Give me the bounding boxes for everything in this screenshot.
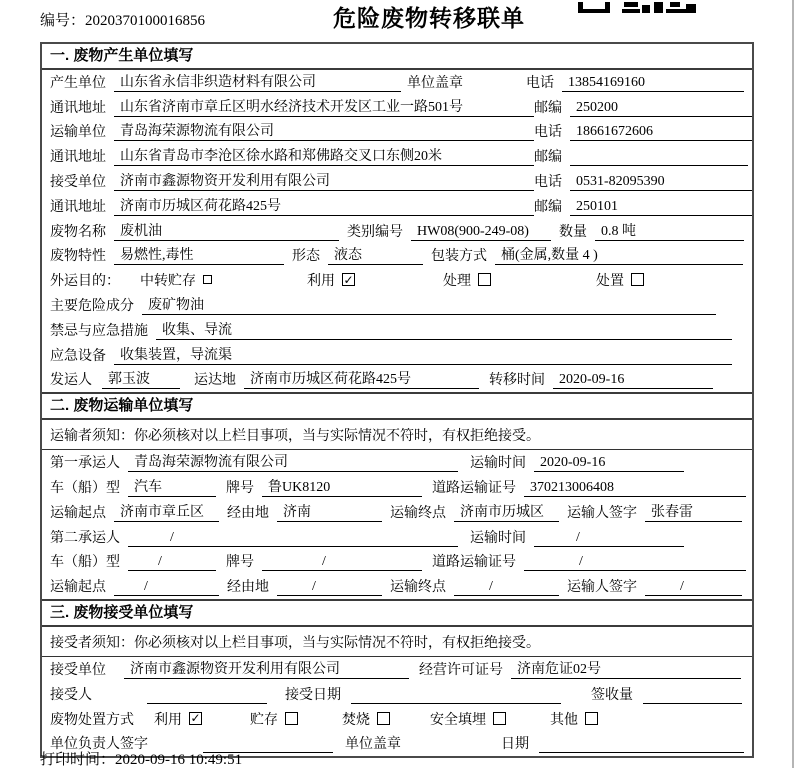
section-rows — [42, 420, 752, 599]
field-label: 主要危险成分 — [50, 298, 134, 314]
qr-code-fragment — [578, 0, 696, 18]
field-label: 废物名称 — [50, 224, 106, 240]
field-value: 青岛海荣源物流有限公司 — [114, 123, 534, 141]
field-label: 运输人签字 — [567, 580, 637, 596]
field-label: 电话 — [534, 125, 562, 141]
field-label: 第一承运人 — [50, 456, 120, 472]
blank-field — [539, 736, 744, 753]
checkbox-checked-icon: ✓ — [343, 272, 354, 287]
serial-label: 编号： — [40, 13, 86, 29]
field-label: 邮编 — [534, 100, 562, 116]
field-label: 数量 — [559, 224, 587, 240]
field-label: 运输人签字 — [567, 505, 637, 521]
checkbox-label: 焚烧 — [342, 712, 370, 728]
field-value: 收集、导流 — [156, 322, 732, 340]
field-value: / — [524, 553, 746, 571]
checkbox-label: 处理 — [443, 274, 471, 290]
field-label: 禁忌与应急措施 — [50, 323, 148, 339]
field-value: / — [534, 529, 684, 547]
checkbox-unchecked-icon — [203, 275, 212, 284]
checkbox-checked-icon: ✓ — [190, 711, 201, 726]
field-label: 废物特性 — [50, 249, 106, 265]
field-label: 接受单位 — [50, 174, 106, 190]
blank-field — [643, 687, 742, 704]
blank-field — [570, 149, 748, 166]
field-value: / — [277, 578, 382, 596]
field-value: 2020-09-16 — [553, 371, 713, 389]
field-label: 邮编 — [534, 199, 562, 215]
section-heading: 二. 废物运输单位填写 — [42, 392, 752, 420]
field-label: 单位盖章 — [407, 75, 463, 91]
field-value: 济南市鑫源物资开发利用有限公司 — [114, 173, 534, 191]
field-label: 单位负责人签字 — [50, 737, 148, 753]
field-value: 废机油 — [114, 223, 339, 241]
checkbox-unchecked-icon — [478, 273, 491, 286]
form-row — [42, 368, 752, 393]
form-row — [42, 574, 752, 599]
notice-row — [42, 420, 752, 450]
field-label: 车（船）型 — [50, 480, 120, 496]
checkbox-unchecked-icon — [285, 712, 298, 725]
field-label: 发运人 — [50, 373, 92, 389]
section-heading: 一. 废物产生单位填写 — [42, 44, 752, 70]
field-value: 液态 — [328, 247, 423, 265]
form-row — [42, 194, 752, 219]
checkbox-label: 处置 — [596, 274, 624, 290]
form-row — [42, 120, 752, 145]
field-value: 废矿物油 — [142, 297, 716, 315]
checkbox-item — [250, 709, 298, 729]
serial-value: 2020370100016856 — [85, 13, 206, 29]
form-row — [42, 550, 752, 575]
field-value: 济南 — [277, 504, 382, 522]
section-producer — [42, 44, 752, 392]
field-value: 13854169160 — [562, 74, 744, 92]
field-value: / — [128, 553, 216, 571]
field-value: 济南市历城区荷花路425号 — [114, 198, 534, 216]
field-value: 鲁UK8120 — [262, 479, 422, 497]
notice-text: 接受者须知：你必须核对以上栏目事项，当与实际情况不符时，有权拒绝接受。 — [50, 635, 540, 651]
section-rows — [42, 627, 752, 756]
field-label: 废物处置方式 — [50, 712, 134, 728]
field-label: 转移时间 — [489, 373, 545, 389]
field-label: 外运目的： — [50, 274, 120, 290]
field-value: 济南市鑫源物资开发利用有限公司 — [124, 661, 409, 679]
field-value: 济南市历城区荷花路425号 — [244, 371, 479, 389]
checkbox-unchecked-icon — [493, 712, 506, 725]
form-row — [42, 525, 752, 550]
checkbox-item — [342, 709, 390, 729]
field-label: 类别编号 — [347, 224, 403, 240]
field-label: 道路运输证号 — [432, 480, 516, 496]
field-value: 济南危证02号 — [511, 661, 741, 679]
field-value: 0.8 吨 — [595, 223, 744, 241]
field-value: 青岛海荣源物流有限公司 — [128, 454, 458, 472]
checkbox-label: 利用 — [307, 274, 335, 290]
checkbox-item — [596, 270, 644, 290]
form-row — [42, 169, 752, 194]
checkbox-unchecked-icon — [585, 712, 598, 725]
print-time-value: 2020-09-16 10:49:51 — [115, 752, 243, 768]
form-row — [42, 657, 752, 682]
checkbox-label: 贮存 — [250, 712, 278, 728]
notice-text: 运输者须知：你必须核对以上栏目事项，当与实际情况不符时，有权拒绝接受。 — [50, 428, 540, 444]
field-label: 道路运输证号 — [432, 555, 516, 571]
field-label: 单位盖章 — [345, 737, 401, 753]
checkbox-label: 其他 — [550, 712, 578, 728]
field-label: 接受单位 — [50, 662, 106, 678]
field-label: 通讯地址 — [50, 100, 106, 116]
form-header — [0, 0, 796, 42]
field-value: 250101 — [570, 198, 752, 216]
form-row — [42, 144, 752, 169]
field-label: 运输起点 — [50, 505, 106, 521]
notice-row — [42, 627, 752, 657]
serial-number — [40, 9, 205, 30]
page-edge-line — [792, 0, 794, 768]
field-value: 桶(金属,数量 4 ) — [495, 247, 743, 265]
field-label: 第二承运人 — [50, 530, 120, 546]
form-row — [42, 682, 752, 707]
field-label: 经营许可证号 — [419, 662, 503, 678]
section-transporter — [42, 392, 752, 599]
field-label: 运输终点 — [390, 505, 446, 521]
field-label: 通讯地址 — [50, 150, 106, 166]
form-row — [42, 707, 752, 732]
field-label: 运输时间 — [470, 530, 526, 546]
field-label: 日期 — [501, 737, 529, 753]
checkbox-label: 利用 — [154, 712, 182, 728]
print-time — [40, 748, 242, 769]
form-row — [42, 450, 752, 475]
section-heading: 三. 废物接受单位填写 — [42, 599, 752, 627]
checkbox-item — [550, 709, 598, 729]
field-label: 运输起点 — [50, 580, 106, 596]
field-label: 经由地 — [227, 505, 269, 521]
field-value: 济南市历城区 — [454, 504, 559, 522]
field-label: 车（船）型 — [50, 555, 120, 571]
waste-transfer-form — [40, 42, 754, 758]
field-label: 邮编 — [534, 150, 562, 166]
form-row — [42, 318, 752, 343]
form-row — [42, 244, 752, 269]
field-label: 包装方式 — [431, 249, 487, 265]
checkbox-unchecked-icon — [377, 712, 390, 725]
field-value: 济南市章丘区 — [114, 504, 219, 522]
form-row — [42, 343, 752, 368]
field-value: / — [262, 553, 422, 571]
field-label: 接受人 — [50, 687, 92, 703]
form-row — [42, 219, 752, 244]
field-value: / — [454, 578, 559, 596]
field-label: 通讯地址 — [50, 199, 106, 215]
field-label: 形态 — [292, 249, 320, 265]
field-label: 牌号 — [226, 555, 254, 571]
field-value: 收集装置，导流渠 — [114, 347, 732, 365]
field-label: 接受日期 — [285, 687, 341, 703]
section-receiver — [42, 599, 752, 756]
field-label: 签收量 — [591, 687, 633, 703]
field-label: 运输终点 — [390, 580, 446, 596]
field-label: 运达地 — [194, 373, 236, 389]
field-value: 18661672606 — [570, 123, 752, 141]
field-value: / — [645, 578, 742, 596]
field-value: HW08(900-249-08) — [411, 223, 551, 241]
field-value: 山东省青岛市李沧区徐水路和郑佛路交叉口东侧20米 — [114, 148, 534, 166]
form-row — [42, 70, 752, 95]
blank-field — [147, 687, 267, 704]
field-value: 山东省永信非织造材料有限公司 — [114, 74, 401, 92]
form-row — [42, 268, 752, 293]
field-value: 郭玉波 — [102, 371, 180, 389]
checkbox-label: 安全填埋 — [430, 712, 486, 728]
checkbox-item — [154, 709, 202, 729]
field-label: 电话 — [526, 75, 554, 91]
field-label: 经由地 — [227, 580, 269, 596]
section-rows — [42, 70, 752, 392]
field-label: 运输单位 — [50, 125, 106, 141]
checkbox-item — [430, 709, 506, 729]
field-value: 0531-82095390 — [570, 173, 752, 191]
checkbox-item — [140, 270, 212, 290]
form-row — [42, 500, 752, 525]
page-title: 危险废物转移联单 — [333, 5, 525, 31]
field-value: 山东省济南市章丘区明水经济技术开发区工业一路501号 — [114, 99, 534, 117]
form-row — [42, 95, 752, 120]
field-value: 易燃性,毒性 — [114, 247, 284, 265]
form-row — [42, 293, 752, 318]
form-row — [42, 475, 752, 500]
field-value: / — [128, 529, 458, 547]
field-value: 2020-09-16 — [534, 454, 684, 472]
blank-field — [351, 687, 561, 704]
checkbox-item — [443, 270, 491, 290]
field-value: 汽车 — [128, 479, 216, 497]
field-label: 电话 — [534, 174, 562, 190]
print-time-label: 打印时间： — [40, 752, 116, 768]
field-value: 370213006408 — [524, 479, 746, 497]
checkbox-item — [307, 270, 355, 290]
field-label: 产生单位 — [50, 75, 106, 91]
field-value: 250200 — [570, 99, 752, 117]
checkbox-label: 中转贮存 — [140, 274, 196, 290]
field-value: 张春雷 — [645, 504, 742, 522]
field-label: 牌号 — [226, 480, 254, 496]
field-value: / — [114, 578, 219, 596]
field-label: 应急设备 — [50, 348, 106, 364]
checkbox-unchecked-icon — [631, 273, 644, 286]
field-label: 运输时间 — [470, 456, 526, 472]
